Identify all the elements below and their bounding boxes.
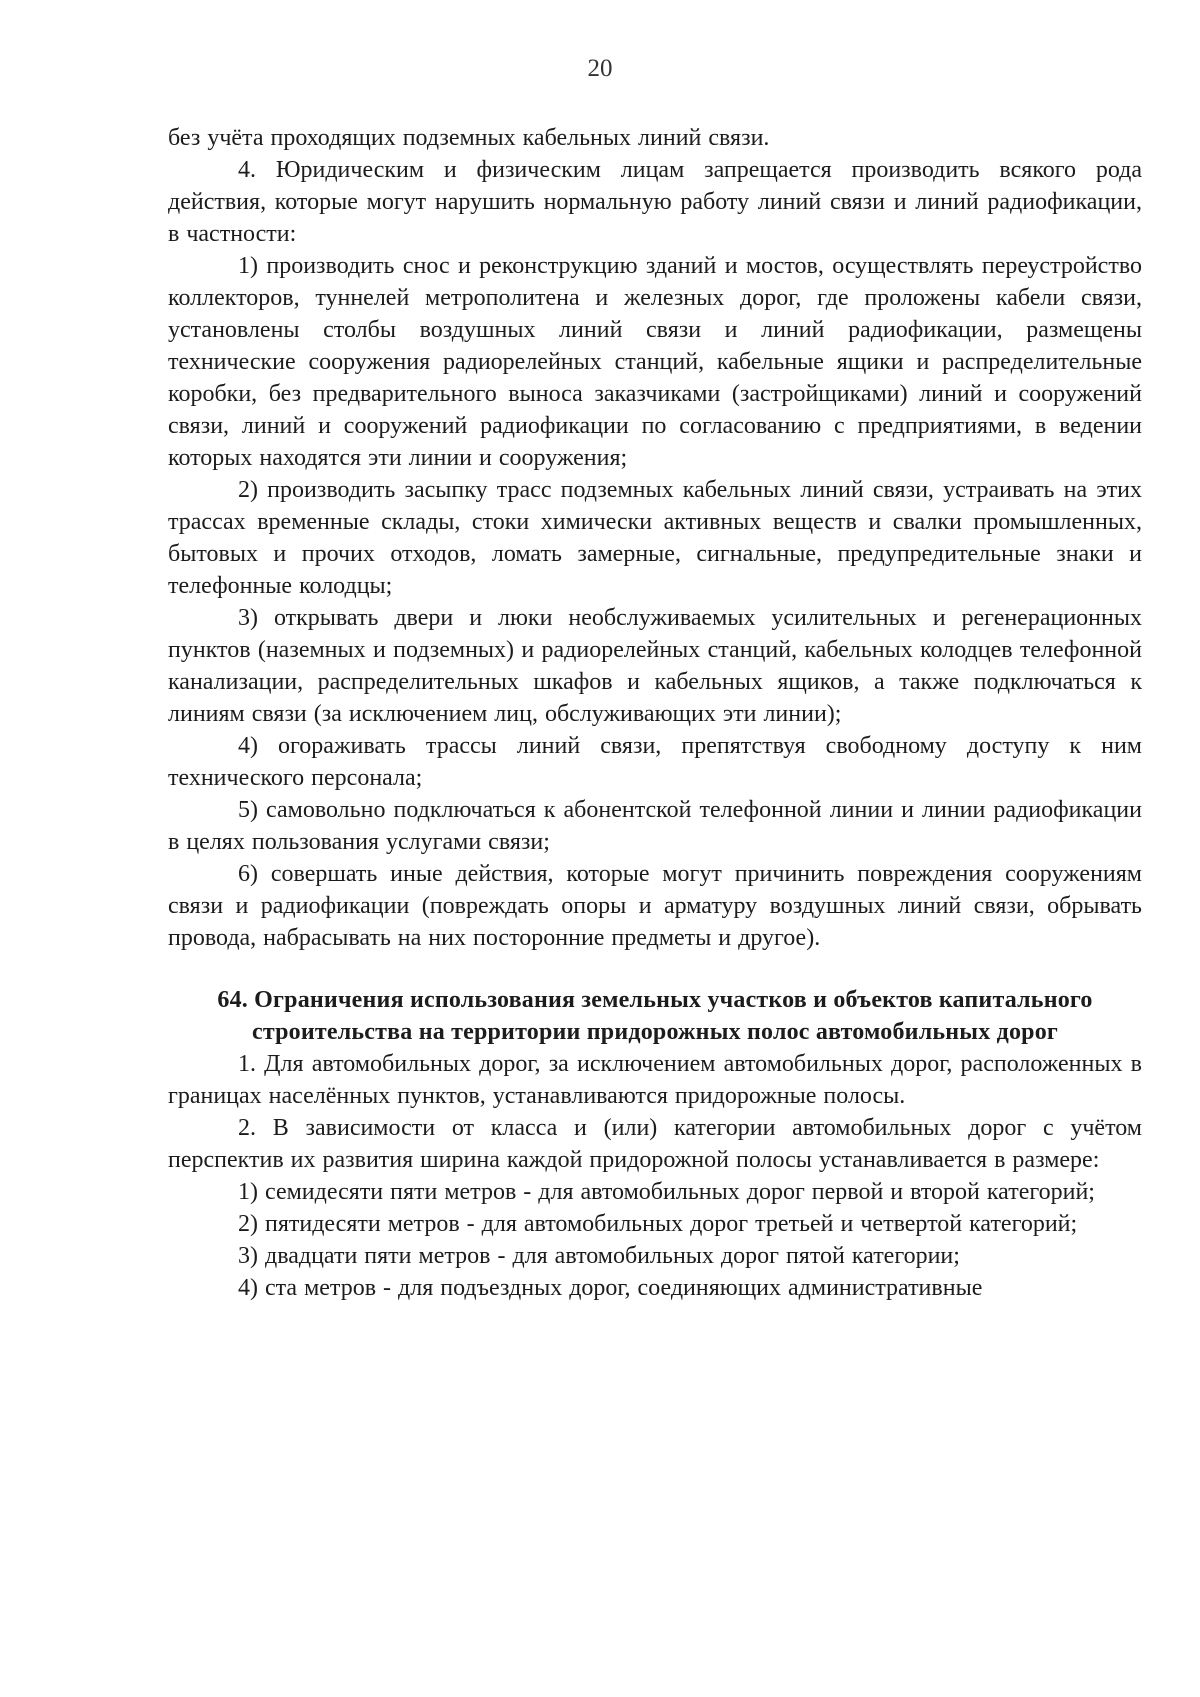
paragraph-item-2: 2. В зависимости от класса и (или) категории автомобильных дорог с учётом перспектив их развития ширина каждой придорожной полосы устанавливается в размере: [168, 1115, 1142, 1173]
list-item: 3) открывать двери и люки необслуживаемых усилительных и регенерационных пунктов (наземных и подземных) и радиорелейных станций, кабельных колодцев телефонной канализации, распределительных шкафов и кабельных ящиков, а также подключаться к линиям связи (за исключением лиц, обслуживающих эти линии); [168, 605, 1142, 727]
list-item: 3) двадцати пяти метров - для автомобильных дорог пятой категории; [238, 1243, 960, 1269]
page-number: 20 [587, 55, 613, 82]
list-item: 1) производить снос и реконструкцию зданий и мостов, осуществлять переустройство коллекторов, туннелей метрополитена и железных дорог, где проложены кабели связи, установлены столбы воздушных линий связи и линий радиофикации, размещены технические сооружения радиорелейных станций, кабельные ящики и распределительные коробки, без предварительного выноса заказчиками (застройщиками) линий и сооружений связи, линий и сооружений радиофикации по согласованию с предприятиями, в ведении которых находятся эти линии и сооружения; [168, 253, 1142, 471]
list-item: 4) огораживать трассы линий связи, препятствуя свободному доступу к ним технического персонала; [168, 733, 1142, 791]
body-text [168, 122, 1142, 1304]
list-item: 2) пятидесяти метров - для автомобильных дорог третьей и четвертой категорий; [238, 1211, 1078, 1237]
paragraph-item-4: 4. Юридическим и физическим лицам запрещается производить всякого рода действия, которые могут нарушить нормальную работу линий связи и линий радиофикации, в частности: [168, 157, 1142, 247]
list-item: 4) ста метров - для подъездных дорог, соединяющих административные [238, 1275, 983, 1301]
list-item: 2) производить засыпку трасс подземных кабельных линий связи, устраивать на этих трассах временные склады, стоки химически активных веществ и свалки промышленных, бытовых и прочих отходов, ломать замерные, сигнальные, предупредительные знаки и телефонные колодцы; [168, 477, 1142, 599]
paragraph: без учёта проходящих подземных кабельных линий связи. [168, 125, 770, 151]
paragraph-item-1: 1. Для автомобильных дорог, за исключением автомобильных дорог, расположенных в границах населённых пунктов, устанавливаются придорожные полосы. [168, 1051, 1142, 1109]
section-heading: 64. Ограничения использования земельных участков и объектов капитального строительства на территории придорожных полос автомобильных дорог [217, 987, 1093, 1045]
list-item: 5) самовольно подключаться к абонентской телефонной линии и линии радиофикации в целях пользования услугами связи; [168, 797, 1142, 855]
list-item: 6) совершать иные действия, которые могут причинить повреждения сооружениям связи и радиофикации (повреждать опоры и арматуру воздушных линий связи, обрывать провода, набрасывать на них посторонние предметы и другое). [168, 861, 1142, 951]
list-item: 1) семидесяти пяти метров - для автомобильных дорог первой и второй категорий; [238, 1179, 1095, 1205]
